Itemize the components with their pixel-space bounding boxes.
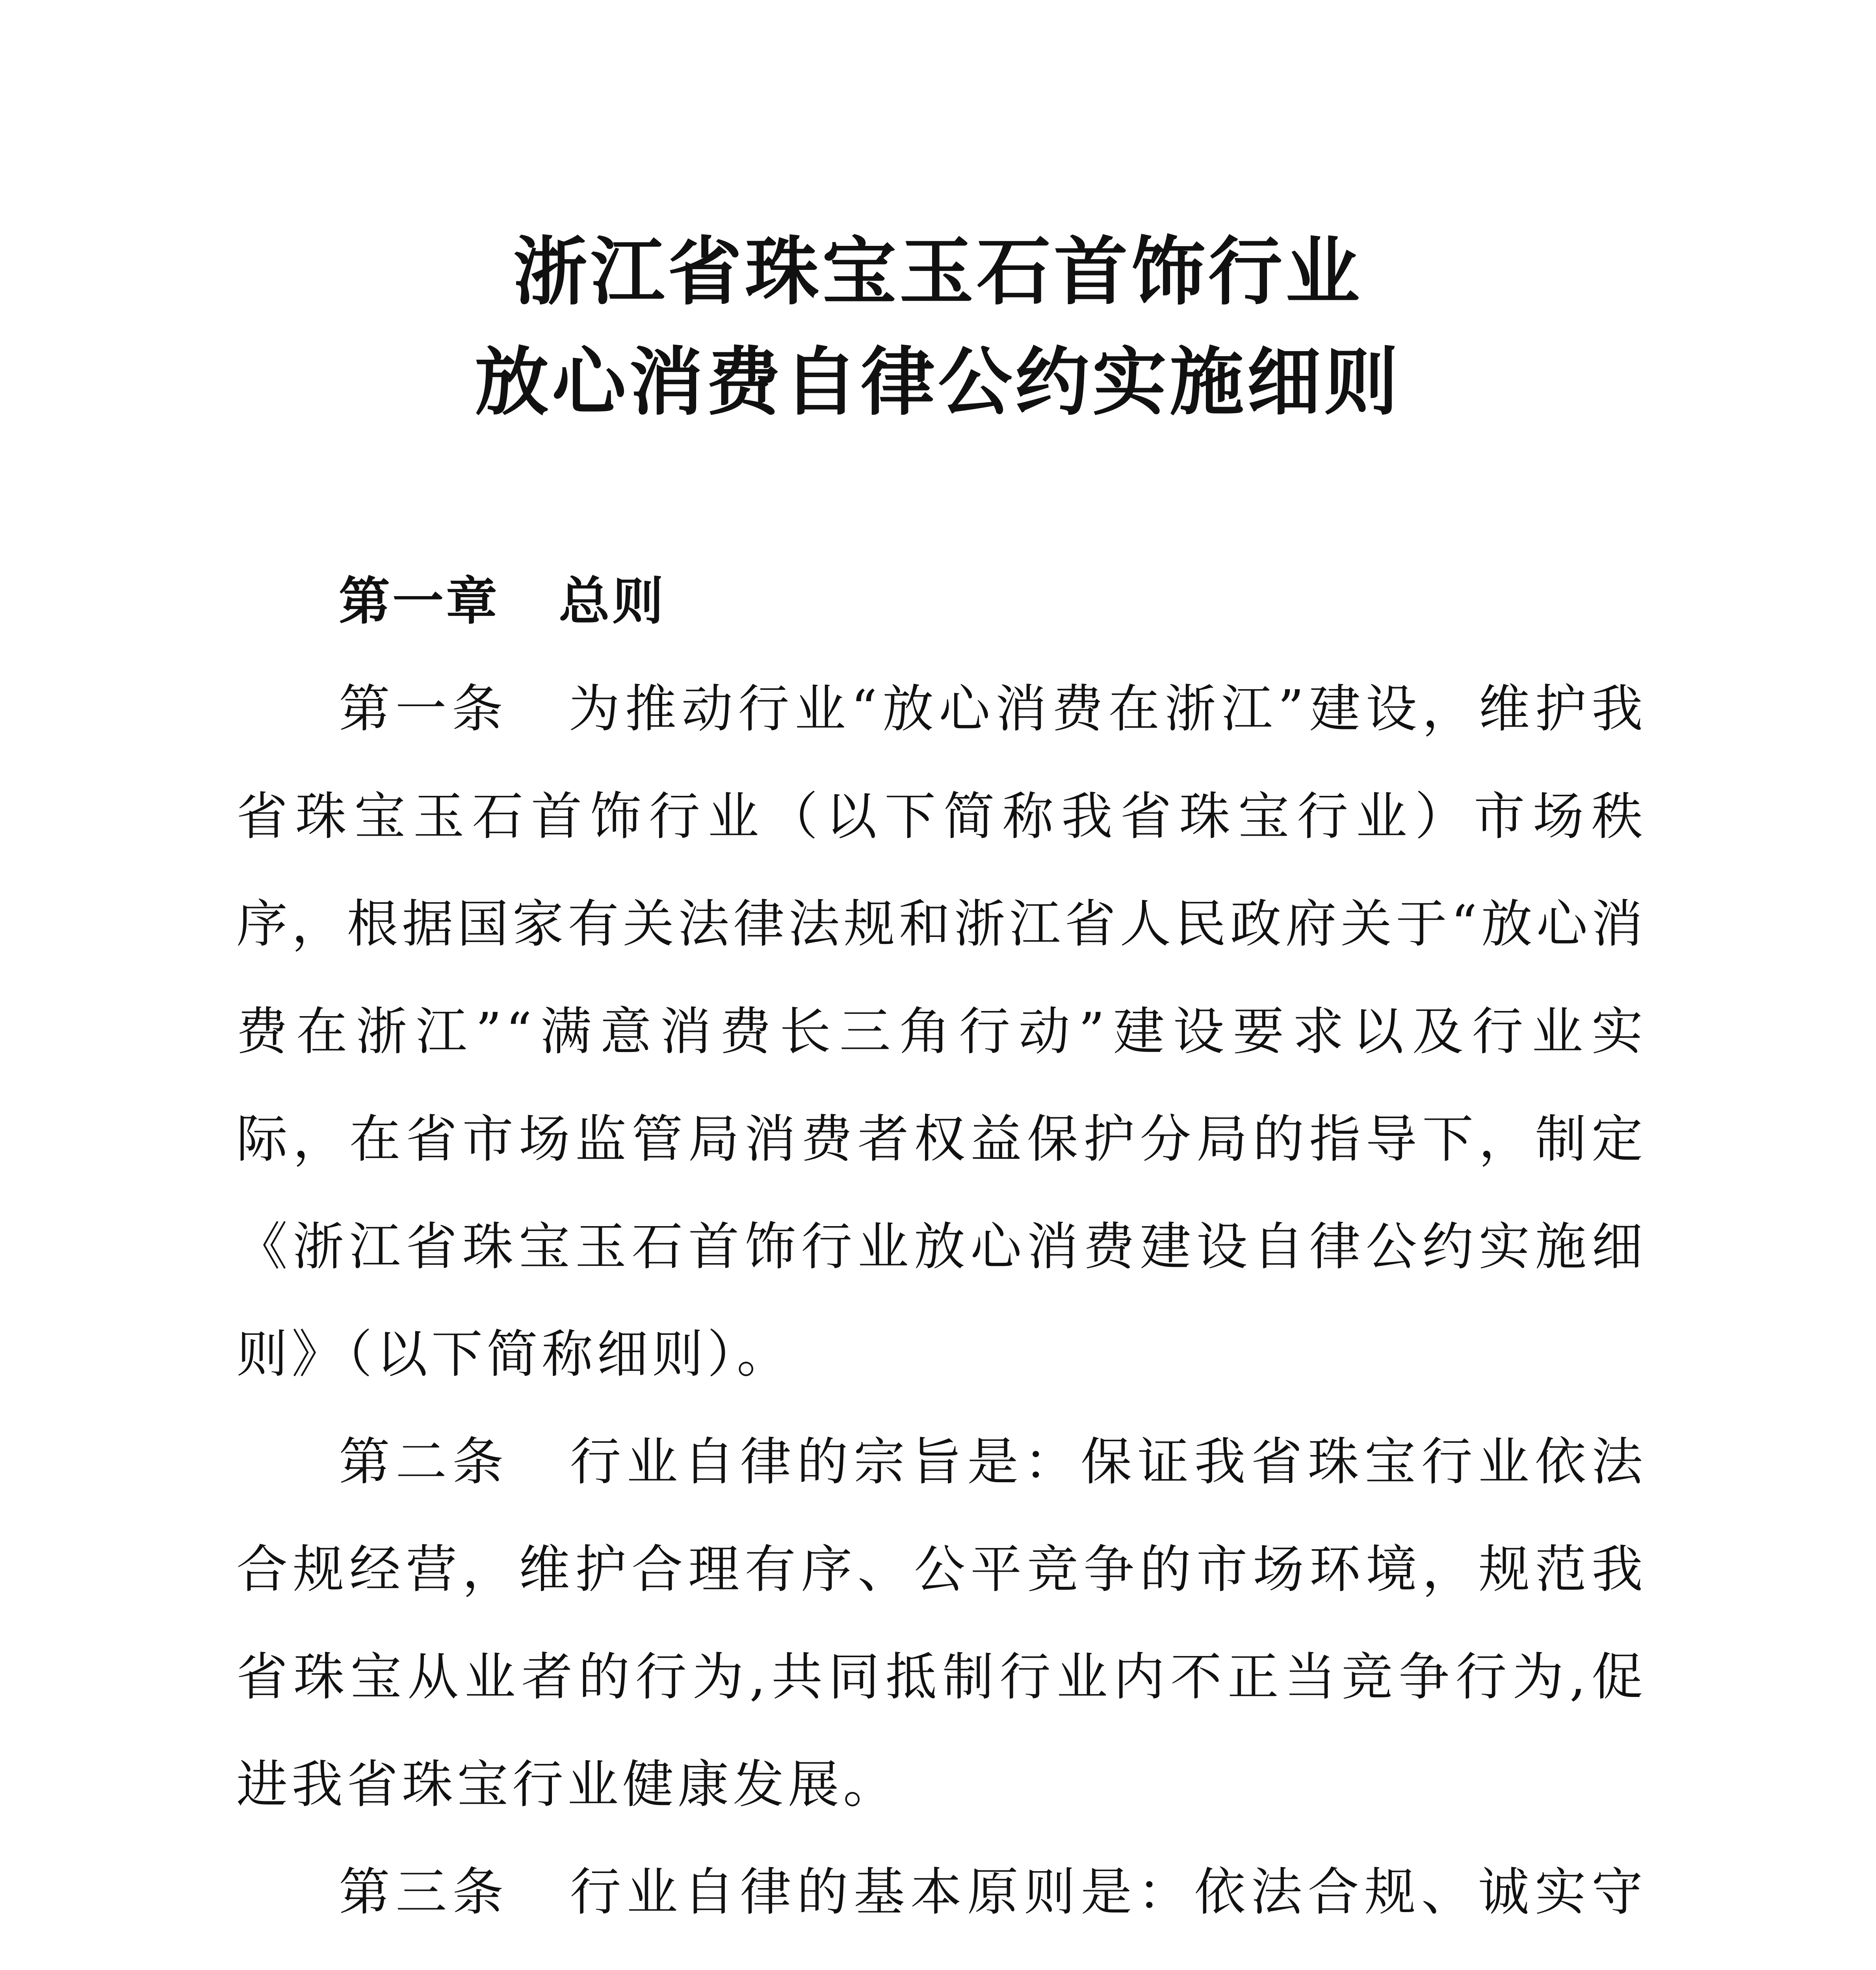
document-body <box>236 548 1647 1970</box>
article-text: 为推动行业“放心消费在浙江”建设，维护我省珠宝玉石首饰行业（以下简称我省珠宝行业）市场秩序，根据国家有关法律法规和浙江省人民政府关于“放心消费在浙江”“满意消费长三角行动”建设要求以及行业实际，在省市场监管局消费者权益保护分局的指导下，制定《浙江省珠宝玉石首饰行业放心消费建设自律公约实施细则》（以下简称细则）。 <box>236 679 1647 1384</box>
article-paragraph <box>236 655 1647 1408</box>
article-label: 第三条 <box>339 1862 509 1922</box>
document-title-line-2: 放心消费自律公约实施细则 <box>475 338 1401 426</box>
chapter-heading <box>236 548 1647 655</box>
document-title-line-1: 浙江省珠宝玉石首饰行业 <box>513 228 1363 315</box>
chapter-title: 总则 <box>559 571 666 631</box>
article-label: 第一条 <box>339 679 509 739</box>
article-label: 第二条 <box>339 1432 509 1492</box>
article-paragraph <box>236 1408 1647 1838</box>
article-text: 行业自律的宗旨是：保证我省珠宝行业依法合规经营，维护合理有序、公平竞争的市场环境，规范我省珠宝从业者的行为,共同抵制行业内不正当竞争行为,促进我省珠宝行业健康发展。 <box>236 1432 1647 1814</box>
article-paragraph <box>236 1838 1647 1970</box>
chapter-label: 第一章 <box>339 571 500 631</box>
article-text: 行业自律的基本原则是：依法合规、诚实守 <box>568 1862 1647 1922</box>
